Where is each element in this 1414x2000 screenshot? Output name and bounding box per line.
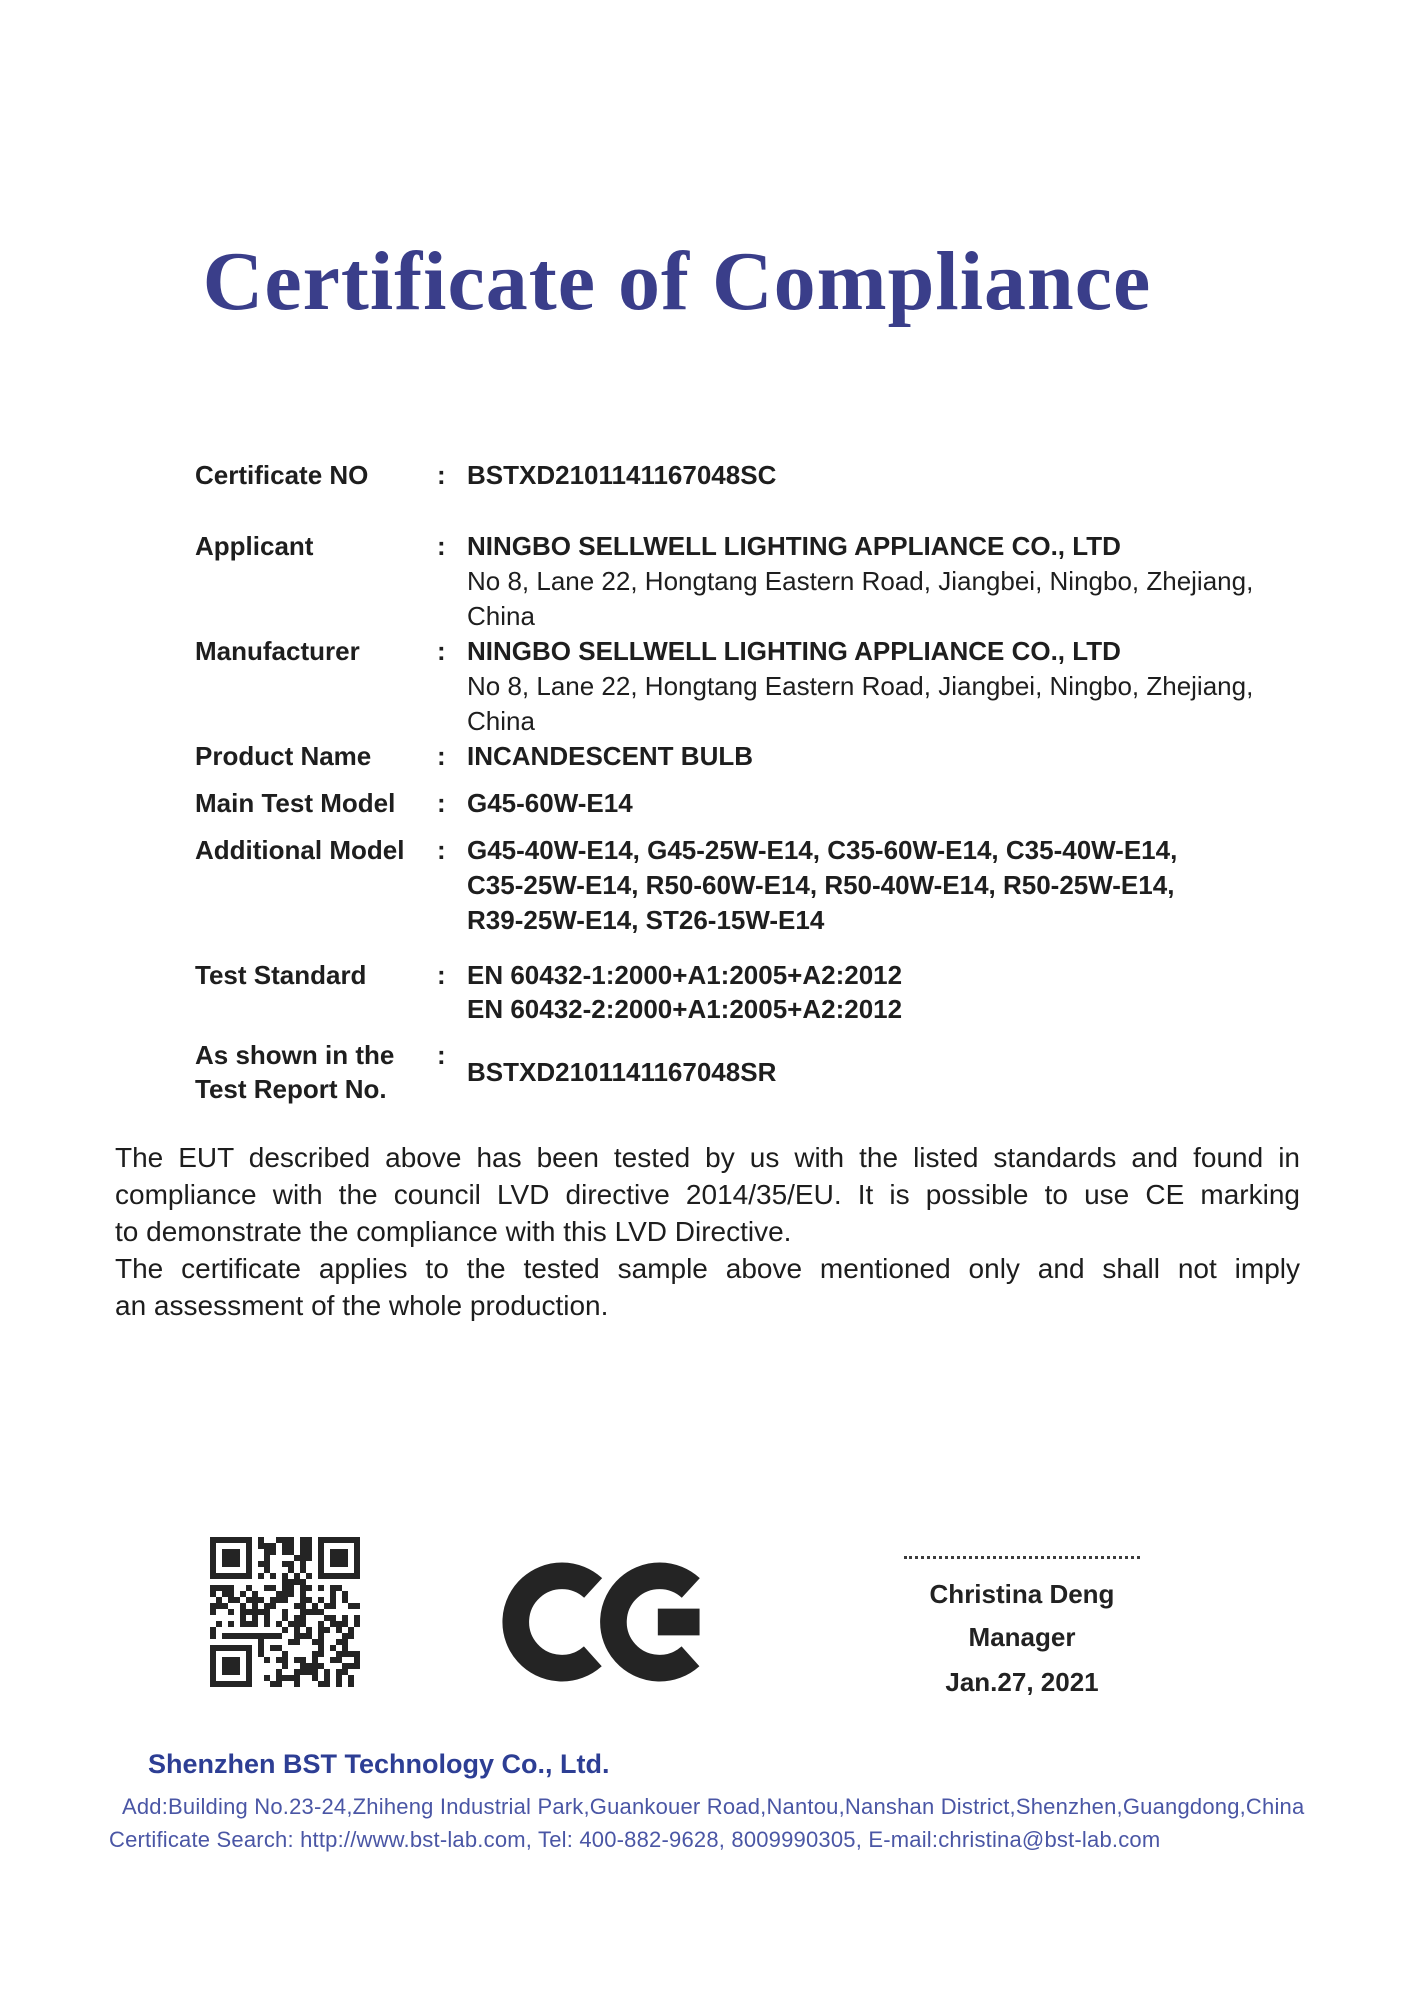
footer-address: Add:Building No.23-24,Zhiheng Industrial Park,Guankouer Road,Nantou,Nanshan District,Shenzhen,Guangdong,China <box>122 1794 1305 1819</box>
test-report-label-line-2: Test Report No. <box>195 1074 387 1104</box>
applicant-address: No 8, Lane 22, Hongtang Eastern Road, Jiangbei, Ningbo, Zhejiang, China <box>467 566 1254 631</box>
product-name-label: Product Name <box>195 741 372 771</box>
test-report-label-line-1: As shown in the <box>195 1040 395 1070</box>
additional-model-label: Additional Model <box>195 835 405 865</box>
field-certificate-no <box>195 458 1312 493</box>
statement-line: compliance with the council LVD directive 2014/35/EU. It is possible to use CE marking <box>115 1179 1300 1210</box>
footer-contact-line: Certificate Search: http://www.bst-lab.com, Tel: 400-882-9628, 8009990305, E-mail:christina@bst-lab.com <box>109 1827 1161 1852</box>
main-test-model-value: G45-60W-E14 <box>467 788 633 818</box>
colon-separator: : <box>437 741 446 771</box>
manufacturer-company: NINGBO SELLWELL LIGHTING APPLIANCE CO., LTD <box>467 636 1121 666</box>
signature-block <box>898 1556 1146 1705</box>
additional-model-value: G45-40W-E14, G45-25W-E14, C35-60W-E14, C35-40W-E14, C35-25W-E14, R50-60W-E14, R50-40W-E14, R50-25W-E14, R39-25W-E14, ST26-15W-E14 <box>467 835 1178 935</box>
field-applicant <box>195 529 1312 634</box>
colon-separator: : <box>437 835 446 865</box>
certificate-fields <box>195 458 1312 1106</box>
field-test-standard <box>195 958 1312 1026</box>
field-additional-model <box>195 833 1312 938</box>
signature-date: Jan.27, 2021 <box>945 1667 1099 1697</box>
manufacturer-label: Manufacturer <box>195 636 360 666</box>
certificate-no-value: BSTXD2101141167048SC <box>467 460 777 490</box>
signatory-role: Manager <box>968 1622 1076 1652</box>
signature-dotted-line <box>904 1556 1140 1559</box>
colon-separator: : <box>437 788 446 818</box>
manufacturer-address: No 8, Lane 22, Hongtang Eastern Road, Jiangbei, Ningbo, Zhejiang, China <box>467 671 1254 736</box>
ce-mark-icon <box>498 1553 704 1691</box>
test-standard-label: Test Standard <box>195 960 367 990</box>
field-main-test-model <box>195 786 1312 821</box>
footer-company-name: Shenzhen BST Technology Co., Ltd. <box>148 1749 610 1779</box>
applicant-value <box>467 529 1312 634</box>
test-report-value: BSTXD2101141167048SR <box>467 1057 777 1087</box>
test-standard-line-2: EN 60432-2:2000+A1:2005+A2:2012 <box>467 994 903 1024</box>
test-report-label <box>195 1038 437 1106</box>
field-product-name <box>195 739 1312 774</box>
field-test-report <box>195 1038 1312 1106</box>
field-manufacturer <box>195 634 1312 739</box>
statement-paragraphs <box>115 1139 1300 1324</box>
product-name-value: INCANDESCENT BULB <box>467 741 753 771</box>
certificate-no-label: Certificate NO <box>195 460 369 490</box>
test-standard-value <box>467 958 1312 1026</box>
signatory-name: Christina Deng <box>929 1579 1115 1609</box>
statement-line: The EUT described above has been tested by us with the listed standards and found in <box>115 1142 1300 1173</box>
colon-separator: : <box>437 531 446 561</box>
applicant-company: NINGBO SELLWELL LIGHTING APPLIANCE CO., LTD <box>467 531 1121 561</box>
statement-line: The certificate applies to the tested sample above mentioned only and shall not imply <box>115 1253 1300 1284</box>
colon-separator: : <box>437 960 446 990</box>
manufacturer-value <box>467 634 1312 739</box>
statement-line: to demonstrate the compliance with this LVD Directive. <box>115 1216 792 1247</box>
certificate-title: Certificate of Compliance <box>202 235 1152 328</box>
colon-separator: : <box>437 1040 446 1070</box>
applicant-label: Applicant <box>195 531 314 561</box>
colon-separator: : <box>437 636 446 666</box>
statement-line: an assessment of the whole production. <box>115 1290 609 1321</box>
qr-code-icon <box>210 1537 360 1687</box>
main-test-model-label: Main Test Model <box>195 788 396 818</box>
colon-separator: : <box>437 460 446 490</box>
test-standard-line-1: EN 60432-1:2000+A1:2005+A2:2012 <box>467 960 903 990</box>
